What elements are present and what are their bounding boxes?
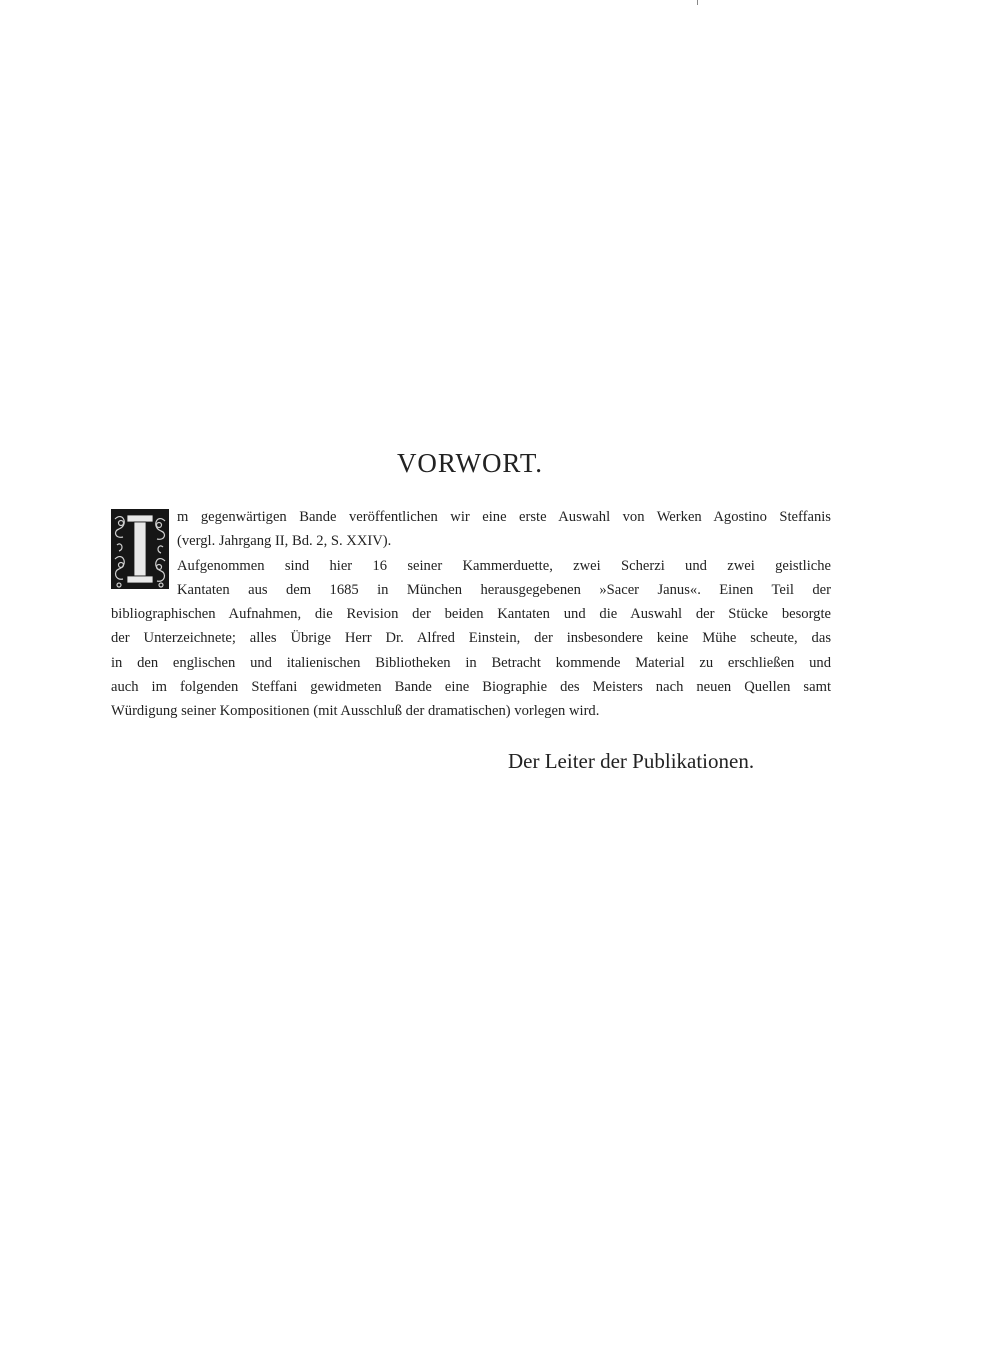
page-title: VORWORT. [396, 448, 544, 478]
ornamental-initial [111, 509, 169, 589]
paragraph-1-line-1: m gegenwärtigen Bande veröffentlichen wir eine erste Auswahl von Werken Agostino Steffanis [177, 509, 831, 525]
paragraph-2-line-1: Aufgenommen sind hier 16 seiner Kammerduette, zwei Scherzi und zwei geistliche [177, 557, 831, 574]
signature: Der Leiter der Publikationen. [508, 749, 755, 773]
paragraph-2-line-4: der Unterzeichnete; alles Übrige Herr Dr. Alfred Einstein, der insbesondere keine Mühe scheute, das [111, 630, 831, 647]
ornament-foliage-icon [111, 509, 169, 589]
paragraph-2-line-2: Kantaten aus dem 1685 in München herausgegebenen »Sacer Janus«. Einen Teil der [177, 581, 831, 598]
paragraph-1-line-2: (vergl. Jahrgang II, Bd. 2, S. XXIV). [177, 533, 392, 550]
paragraph-2-line-5: in den englischen und italienischen Bibliotheken in Betracht kommende Material zu erschließen und [111, 654, 831, 671]
preface-body [111, 505, 831, 724]
paragraph-2-line-6: auch im folgenden Steffani gewidmeten Bande eine Biographie des Meisters nach neuen Quellen samt [111, 679, 831, 696]
paragraph-2-line-7: Würdigung seiner Kompositionen (mit Ausschluß der dramatischen) vorlegen wird. [111, 703, 600, 720]
page-edge-mark [697, 0, 698, 5]
paragraph-2-line-3: bibliographischen Aufnahmen, die Revision der beiden Kantaten und die Auswahl der Stücke besorgte [111, 606, 831, 623]
